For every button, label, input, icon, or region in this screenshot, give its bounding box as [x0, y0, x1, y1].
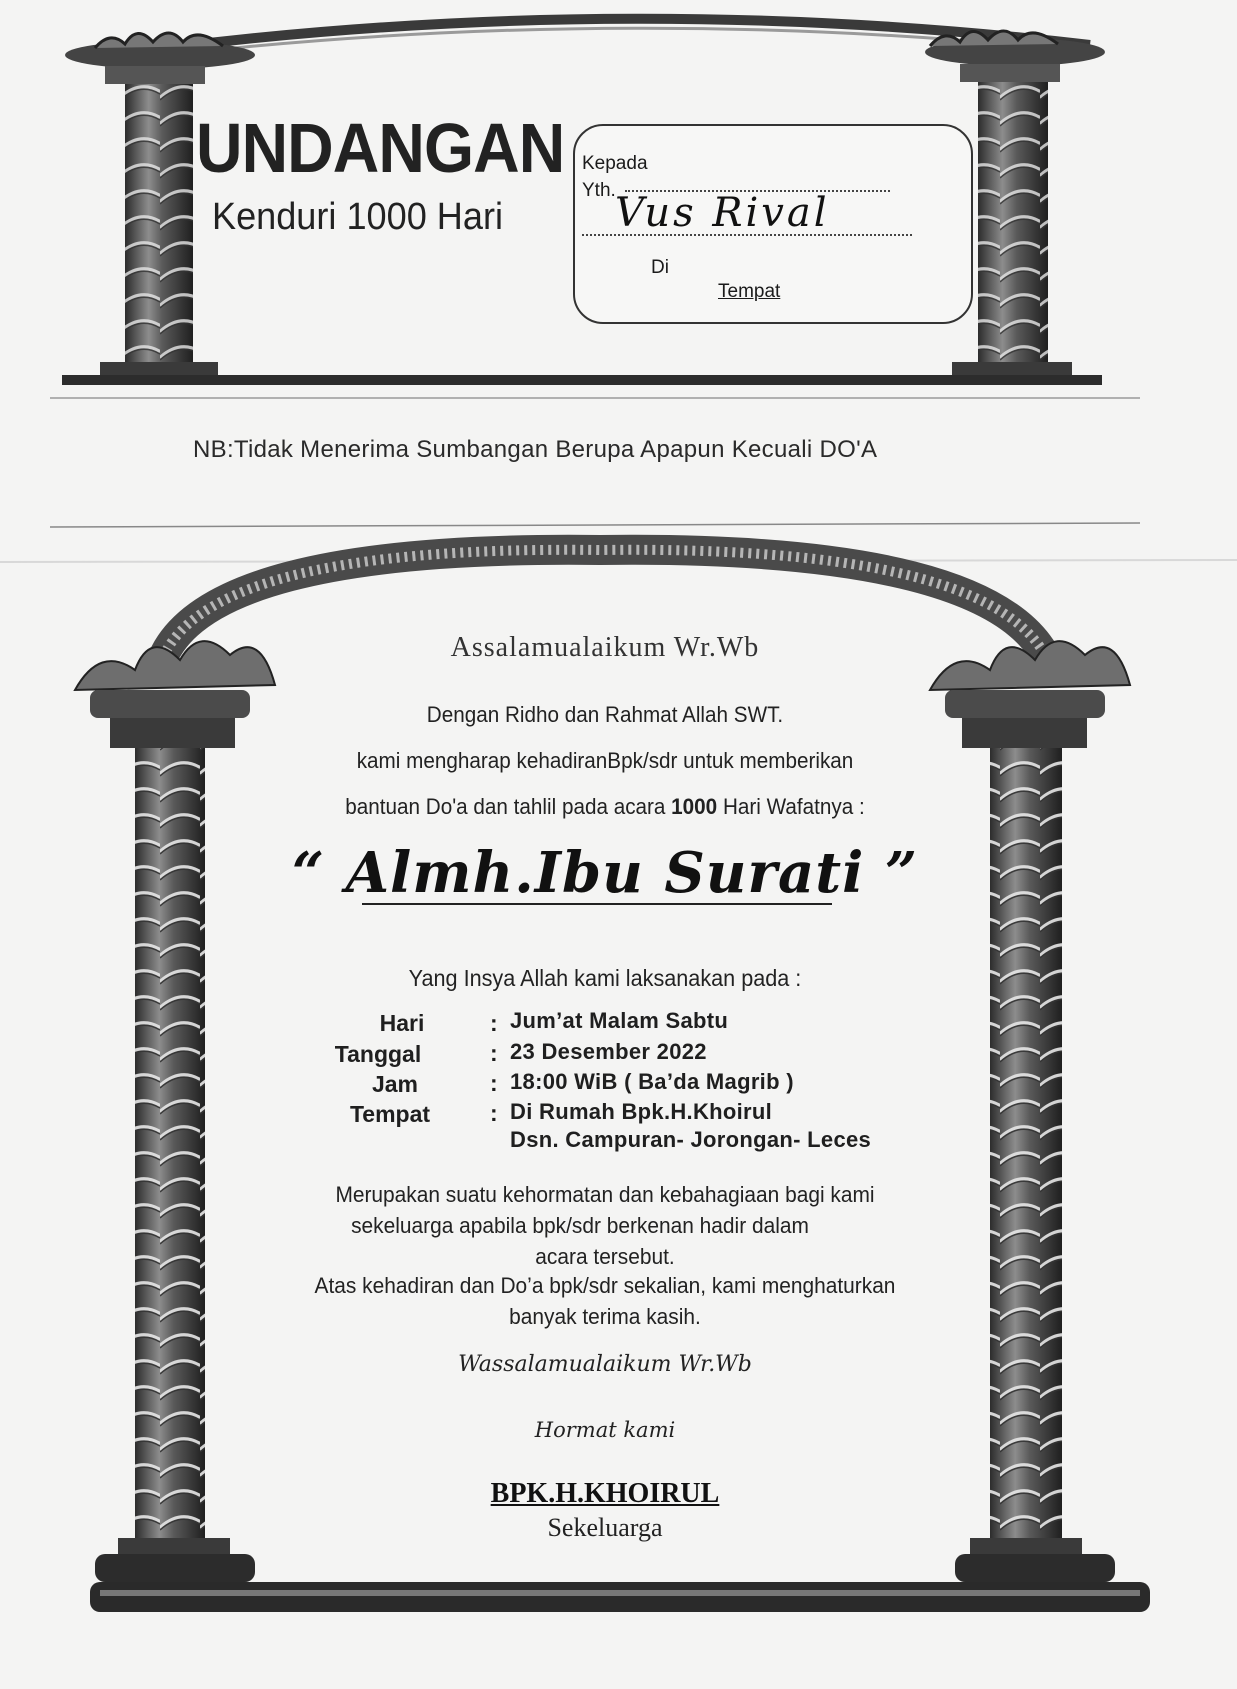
hormat-kami: Hormat kami [534, 1418, 676, 1442]
schedule-value-tempat: Di Rumah Bpk.H.Khoirul [510, 1099, 773, 1124]
schedule-value-address-line2: Dsn. Campuran- Jorongan- Leces [510, 1127, 872, 1152]
line3-before: bantuan Do'a dan tahlil pada acara [345, 794, 672, 819]
schedule-label-hari: Hari [379, 1010, 425, 1036]
note-no-donations: NB:Tidak Menerima Sumbangan Berupa Apapun Kecuali DO'A [193, 436, 878, 463]
schedule-label-tempat: Tempat [349, 1101, 431, 1127]
line3-bold: 1000 [671, 794, 718, 819]
schedule-value-tanggal: 23 Desember 2022 [510, 1039, 707, 1064]
schedule-label-tanggal: Tanggal [334, 1041, 422, 1067]
main-right-pillar [930, 641, 1130, 1582]
closing-line-2: sekeluarga apabila bpk/sdr berkenan hadir dalam [351, 1213, 809, 1238]
invitation-line-1: Dengan Ridho dan Rahmat Allah SWT. [426, 702, 784, 727]
address-yth-label: Yth. [582, 180, 616, 201]
schedule-colon: : [490, 1040, 498, 1066]
schedule-value-jam: 18:00 WiB ( Ba’da Magrib ) [510, 1069, 794, 1094]
closing-line-5: banyak terima kasih. [509, 1304, 701, 1329]
invitation-title: UNDANGAN [196, 109, 565, 187]
schedule-value-hari: Jum’at Malam Sabtu [510, 1008, 729, 1033]
schedule-colon: : [490, 1100, 498, 1126]
schedule-colon: : [490, 1070, 498, 1096]
main-left-pillar [75, 641, 275, 1582]
invitation-line-3 [281, 794, 930, 820]
line3-after: Hari Wafatnya : [717, 794, 865, 819]
signatory-name: BPK.H.KHOIRUL [490, 1478, 720, 1509]
address-tempat-label: Tempat [718, 281, 781, 302]
address-dotted-line-2 [582, 228, 912, 236]
closing-line-1: Merupakan suatu kehormatan dan kebahagiaan bagi kami [335, 1182, 875, 1207]
closing-line-4: Atas kehadiran dan Do’a bpk/sdr sekalian, kami menghaturkan [314, 1273, 896, 1298]
invitation-subtitle: Kenduri 1000 Hari [212, 196, 503, 238]
deceased-name: “ Almh.Ibu Surati ” [291, 840, 919, 906]
address-kepada-label: Kepada [582, 153, 648, 174]
schedule-label-jam: Jam [371, 1071, 419, 1097]
signatory-family: Sekeluarga [547, 1513, 663, 1542]
invitation-line-2: kami mengharap kehadiranBpk/sdr untuk memberikan [356, 748, 854, 773]
schedule-colon: : [490, 1010, 498, 1036]
wassalam: Wassalamualaikum Wr.Wb [458, 1352, 752, 1377]
schedule-intro: Yang Insya Allah kami laksanakan pada : [408, 965, 802, 991]
recipient-handwritten-name: Vus Rival [615, 190, 830, 236]
address-di-label: Di [651, 257, 669, 278]
closing-line-3: acara tersebut. [535, 1244, 675, 1269]
greeting: Assalamualaikum Wr.Wb [450, 632, 760, 663]
deceased-name-underline [362, 903, 832, 905]
